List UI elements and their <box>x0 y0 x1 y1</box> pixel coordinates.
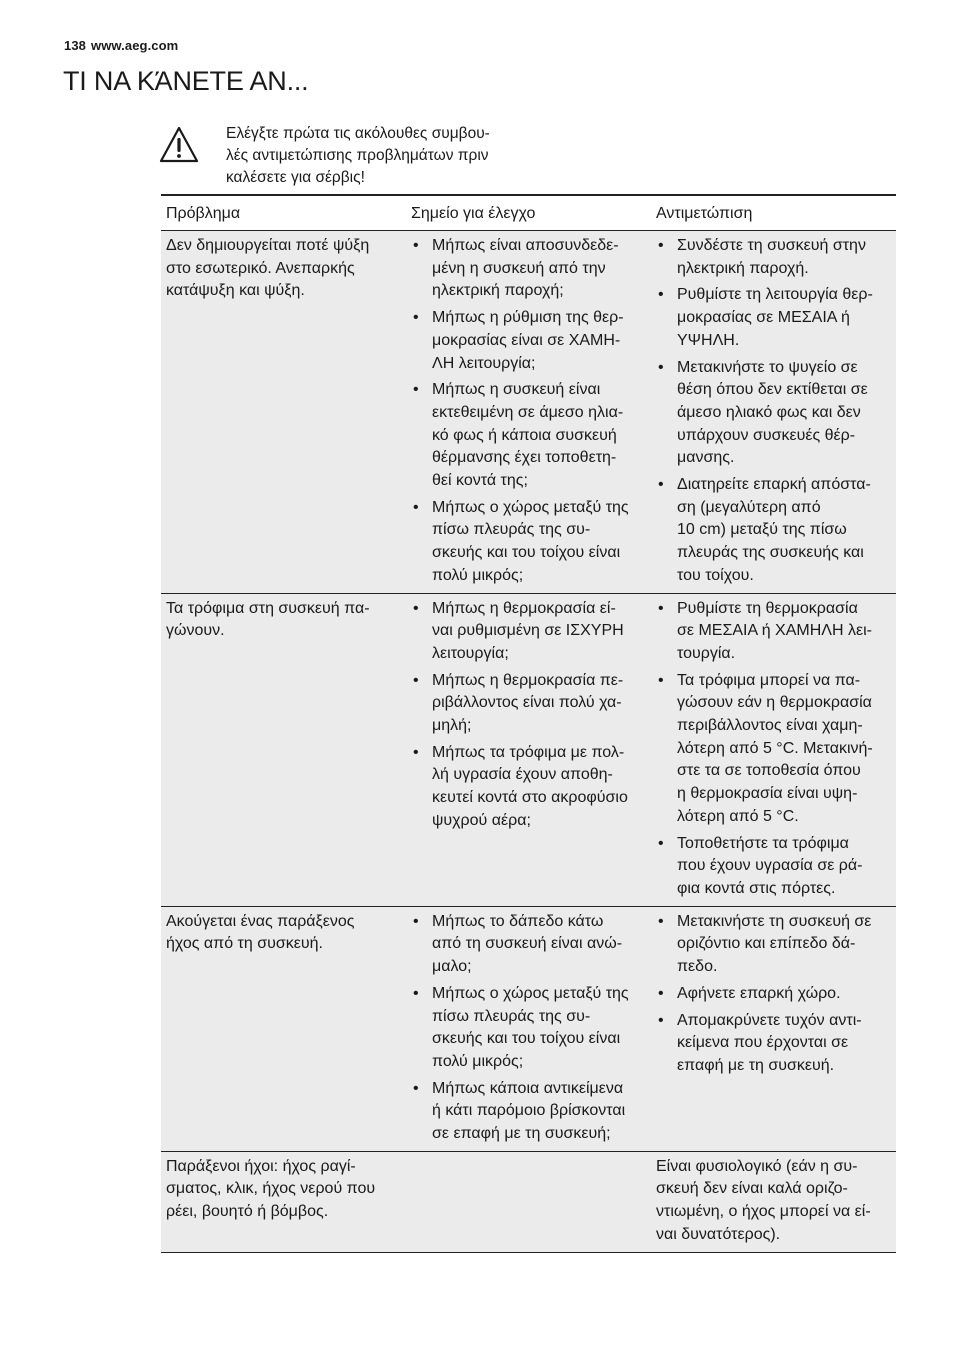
list-item: • Μήπως η θερμοκρασία πε- ριβάλλοντος είναι πολύ χα- μηλή; <box>411 670 645 738</box>
list-item: • Αφήνετε επαρκή χώρο. <box>656 983 890 1006</box>
table-row <box>161 593 896 906</box>
troubleshooting-table <box>161 194 896 1253</box>
table-header-row <box>161 195 896 231</box>
warning-line: λές αντιμετώπισης προβλημάτων πριν <box>226 147 489 164</box>
problem-text: Τα τρόφιμα στη συσκευή πα- γώνουν. <box>166 599 370 640</box>
list-item: • Τοποθετήστε τα τρόφιμα που έχουν υγρασία σε ρά- φια κοντά στις πόρτες. <box>656 833 890 901</box>
list-item: • Μετακινήστε το ψυγείο σε θέση όπου δεν εκτίθεται σε άμεσο ηλιακό φως και δεν υπάρχουν συσκευές θέρ- μανσης. <box>656 357 890 471</box>
solution-cell <box>651 593 896 906</box>
table-row <box>161 1151 896 1252</box>
list-item: • Μήπως η ρύθμιση της θερ- μοκρασίας είναι σε ΧΑΜΗ- ΛΗ λειτουργία; <box>411 307 645 375</box>
table-row <box>161 906 896 1151</box>
table-row <box>161 231 896 594</box>
warning-line: Ελέγξτε πρώτα τις ακόλουθες συμβου- <box>226 125 490 142</box>
website-url[interactable]: www.aeg.com <box>91 38 179 53</box>
problem-cell <box>161 906 406 1151</box>
list-item: • Μήπως ο χώρος μεταξύ της πίσω πλευράς της συ- σκευής και του τοίχου είναι πολύ μικρός; <box>411 983 645 1074</box>
solution-cell <box>651 906 896 1151</box>
problem-text: Δεν δημιουργείται ποτέ ψύξη στο εσωτερικό. Ανεπαρκής κατάψυξη και ψύξη. <box>166 237 370 300</box>
solution-text: Είναι φυσιολογικό (εάν η συ- σκευή δεν είναι καλά οριζο- ντιωμένη, ο ήχος μπορεί να εί- ναι δυνατότερος). <box>656 1157 871 1243</box>
list-item: • Μήπως κάποια αντικείμενα ή κάτι παρόμοιο βρίσκονται σε επαφή με τη συσκευή; <box>411 1078 645 1146</box>
column-header-solution: Αντιμετώπιση <box>651 195 896 231</box>
list-item: • Συνδέστε τη συσκευή στην ηλεκτρική παροχή. <box>656 235 890 280</box>
page-number: 138 <box>64 38 86 53</box>
list-item: • Μήπως τα τρόφιμα με πολ- λή υγρασία έχουν αποθη- κευτεί κοντά στο ακροφύσιο ψυχρού αέρα; <box>411 742 645 833</box>
page-header <box>64 38 178 53</box>
check-cell <box>406 1151 651 1252</box>
list-item: • Ρυθμίστε τη λειτουργία θερ- μοκρασίας σε ΜΕΣΑΙΑ ή ΥΨΗΛΗ. <box>656 284 890 352</box>
problem-cell <box>161 231 406 594</box>
list-item: • Διατηρείτε επαρκή απόστα- ση (μεγαλύτερη από 10 cm) μεταξύ της πίσω πλευράς της συσκευής και του τοίχου. <box>656 474 890 588</box>
column-header-check: Σημείο για έλεγχο <box>406 195 651 231</box>
list-item: • Μήπως η θερμοκρασία εί- ναι ρυθμισμένη σε ΙΣΧΥΡΗ λειτουργία; <box>411 598 645 666</box>
list-item: • Μήπως ο χώρος μεταξύ της πίσω πλευράς της συ- σκευής και του τοίχου είναι πολύ μικρός; <box>411 497 645 588</box>
list-item: • Μετακινήστε τη συσκευή σε οριζόντιο και επίπεδο δά- πεδο. <box>656 911 890 979</box>
column-header-problem: Πρόβλημα <box>161 195 406 231</box>
solution-cell <box>651 231 896 594</box>
warning-text <box>226 123 526 189</box>
list-item: • Μήπως το δάπεδο κάτω από τη συσκευή είναι ανώ- μαλο; <box>411 911 645 979</box>
list-item: • Μήπως η συσκευή είναι εκτεθειμένη σε άμεσο ηλια- κό φως ή κάποια συσκευή θέρμανσης έχει τοποθετη- θεί κοντά της; <box>411 379 645 493</box>
solution-cell <box>651 1151 896 1252</box>
check-cell <box>406 231 651 594</box>
problem-text: Παράξενοι ήχοι: ήχος ραγί- σματος, κλικ, ήχος νερού που ρέει, βουητό ή βόμβος. <box>166 1157 376 1221</box>
check-cell <box>406 593 651 906</box>
list-item: • Ρυθμίστε τη θερμοκρασία σε ΜΕΣΑΙΑ ή ΧΑΜΗΛΗ λει- τουργία. <box>656 598 890 666</box>
warning-triangle-icon <box>159 126 199 164</box>
problem-cell <box>161 593 406 906</box>
list-item: • Τα τρόφιμα μπορεί να πα- γώσουν εάν η θερμοκρασία περιβάλλοντος είναι χαμη- λότερη από 5 °C. Μετακινή- στε τα σε τοποθεσία όπου η θερμοκρασία είναι υψη- λότερη από 5 °C. <box>656 670 890 829</box>
problem-cell <box>161 1151 406 1252</box>
list-item: • Απομακρύνετε τυχόν αντι- κείμενα που έρχονται σε επαφή με τη συσκευή. <box>656 1010 890 1078</box>
page-title: ΤΙ ΝΑ ΚΆΝΕΤΕ ΑΝ... <box>63 66 309 96</box>
warning-line: καλέσετε για σέρβις! <box>226 169 365 186</box>
check-cell <box>406 906 651 1151</box>
problem-text: Ακούγεται ένας παράξενος ήχος από τη συσκευή. <box>166 912 355 953</box>
list-item: • Μήπως είναι αποσυνδεδε- μένη η συσκευή από την ηλεκτρική παροχή; <box>411 235 645 303</box>
